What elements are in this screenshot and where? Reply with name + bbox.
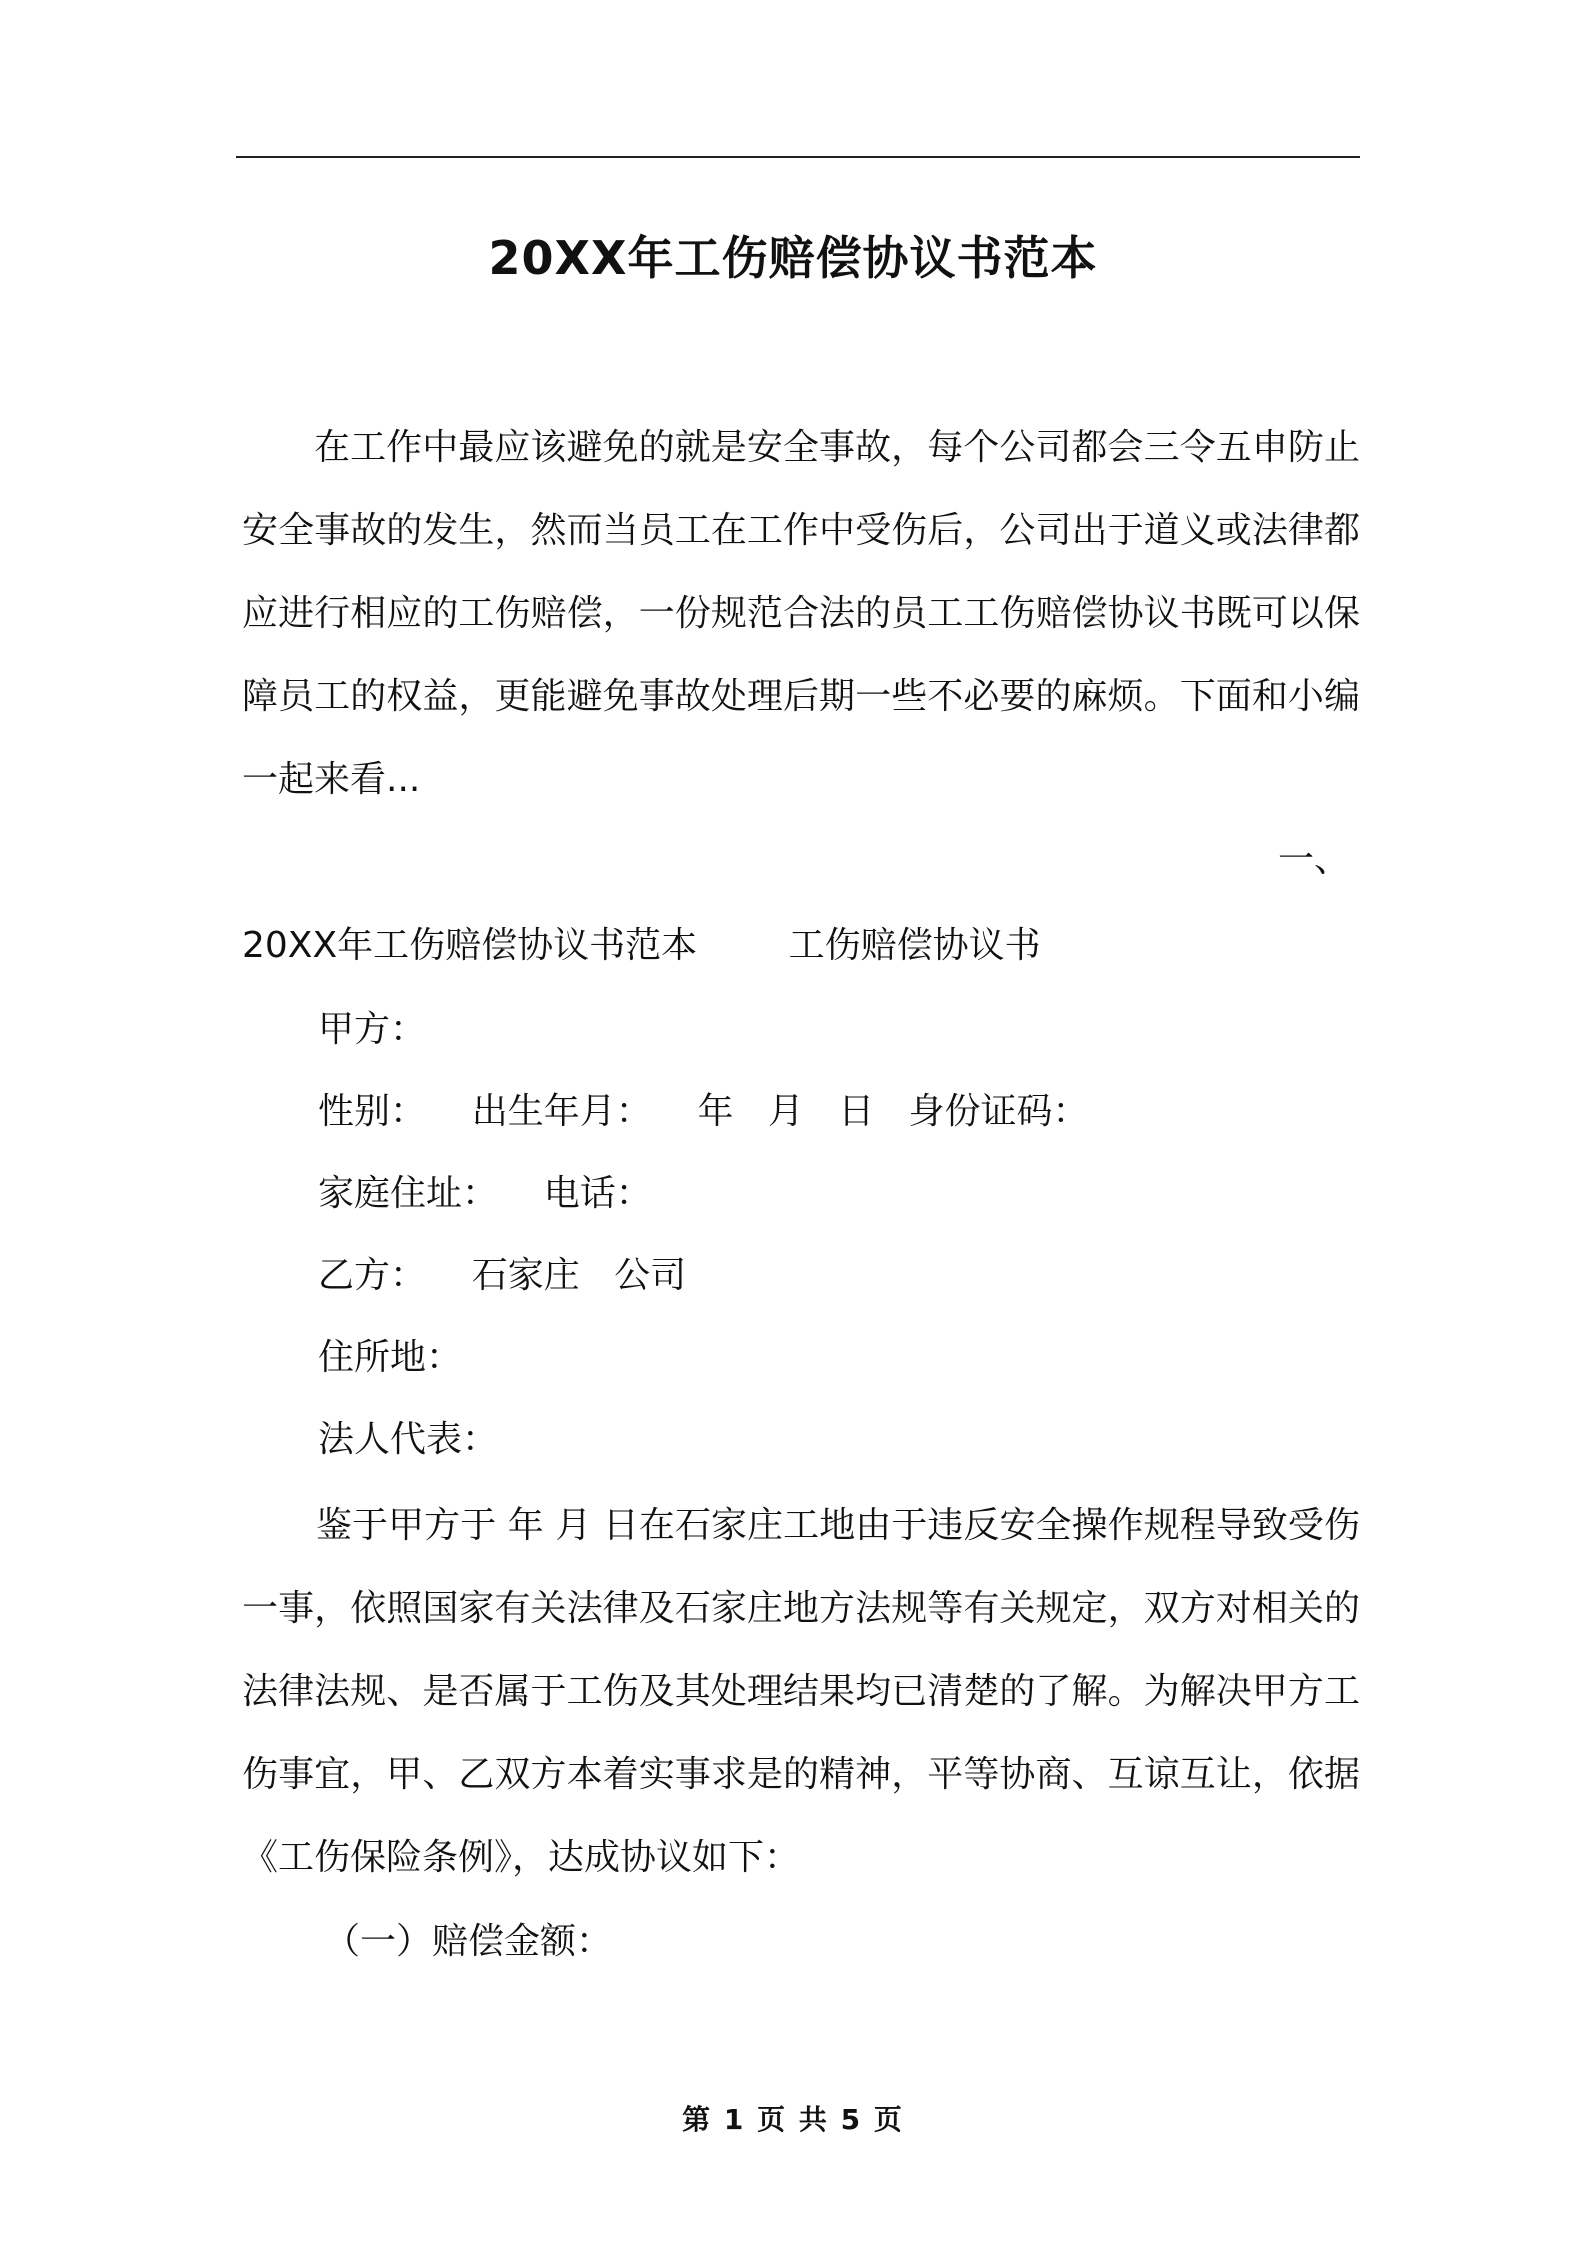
header-rule (236, 156, 1360, 158)
document-title: 20XX年工伤赔偿协议书范本 (488, 231, 1098, 285)
subtitle-line: 20XX年工伤赔偿协议书范本 工伤赔偿协议书 (242, 925, 1041, 966)
party-a-label: 甲方： (318, 1009, 427, 1050)
gender-birth-id-line: 性别： 出生年月： 年 月 日 身份证码： (318, 1091, 1089, 1132)
section-marker: 一、 (1277, 839, 1350, 880)
page-footer: 第 1 页 共 5 页 (682, 2103, 904, 2136)
address-phone-line: 家庭住址： 电话： (318, 1173, 652, 1214)
whereas-paragraph: 鉴于甲方于 年 月 日在石家庄工地由于违反安全操作规程导致受伤一事，依照国家有关法律及石家庄地方法规等有关规定，双方对相关的法律法规、是否属于工伤及其处理结果均已清楚的了解。为解决甲方工伤事宜，甲、乙双方本着实事求是的精神，平等协商、互谅互让，依据《工伤保险条例》，达成协议如下： (242, 1505, 1360, 1878)
intro-paragraph: 在工作中最应该避免的就是安全事故，每个公司都会三令五申防止安全事故的发生，然而当员工在工作中受伤后，公司出于道义或法律都应进行相应的工伤赔偿，一份规范合法的员工工伤赔偿协议书既可以保障员工的权益，更能避免事故处理后期一些不必要的麻烦。下面和小编一起来看... (242, 427, 1360, 800)
party-b-line: 乙方： 石家庄 公司 (318, 1255, 687, 1296)
item-compensation-amount: （一）赔偿金额： (324, 1921, 613, 1962)
legal-rep-label: 法人代表： (318, 1419, 499, 1460)
residence-label: 住所地： (318, 1337, 463, 1378)
